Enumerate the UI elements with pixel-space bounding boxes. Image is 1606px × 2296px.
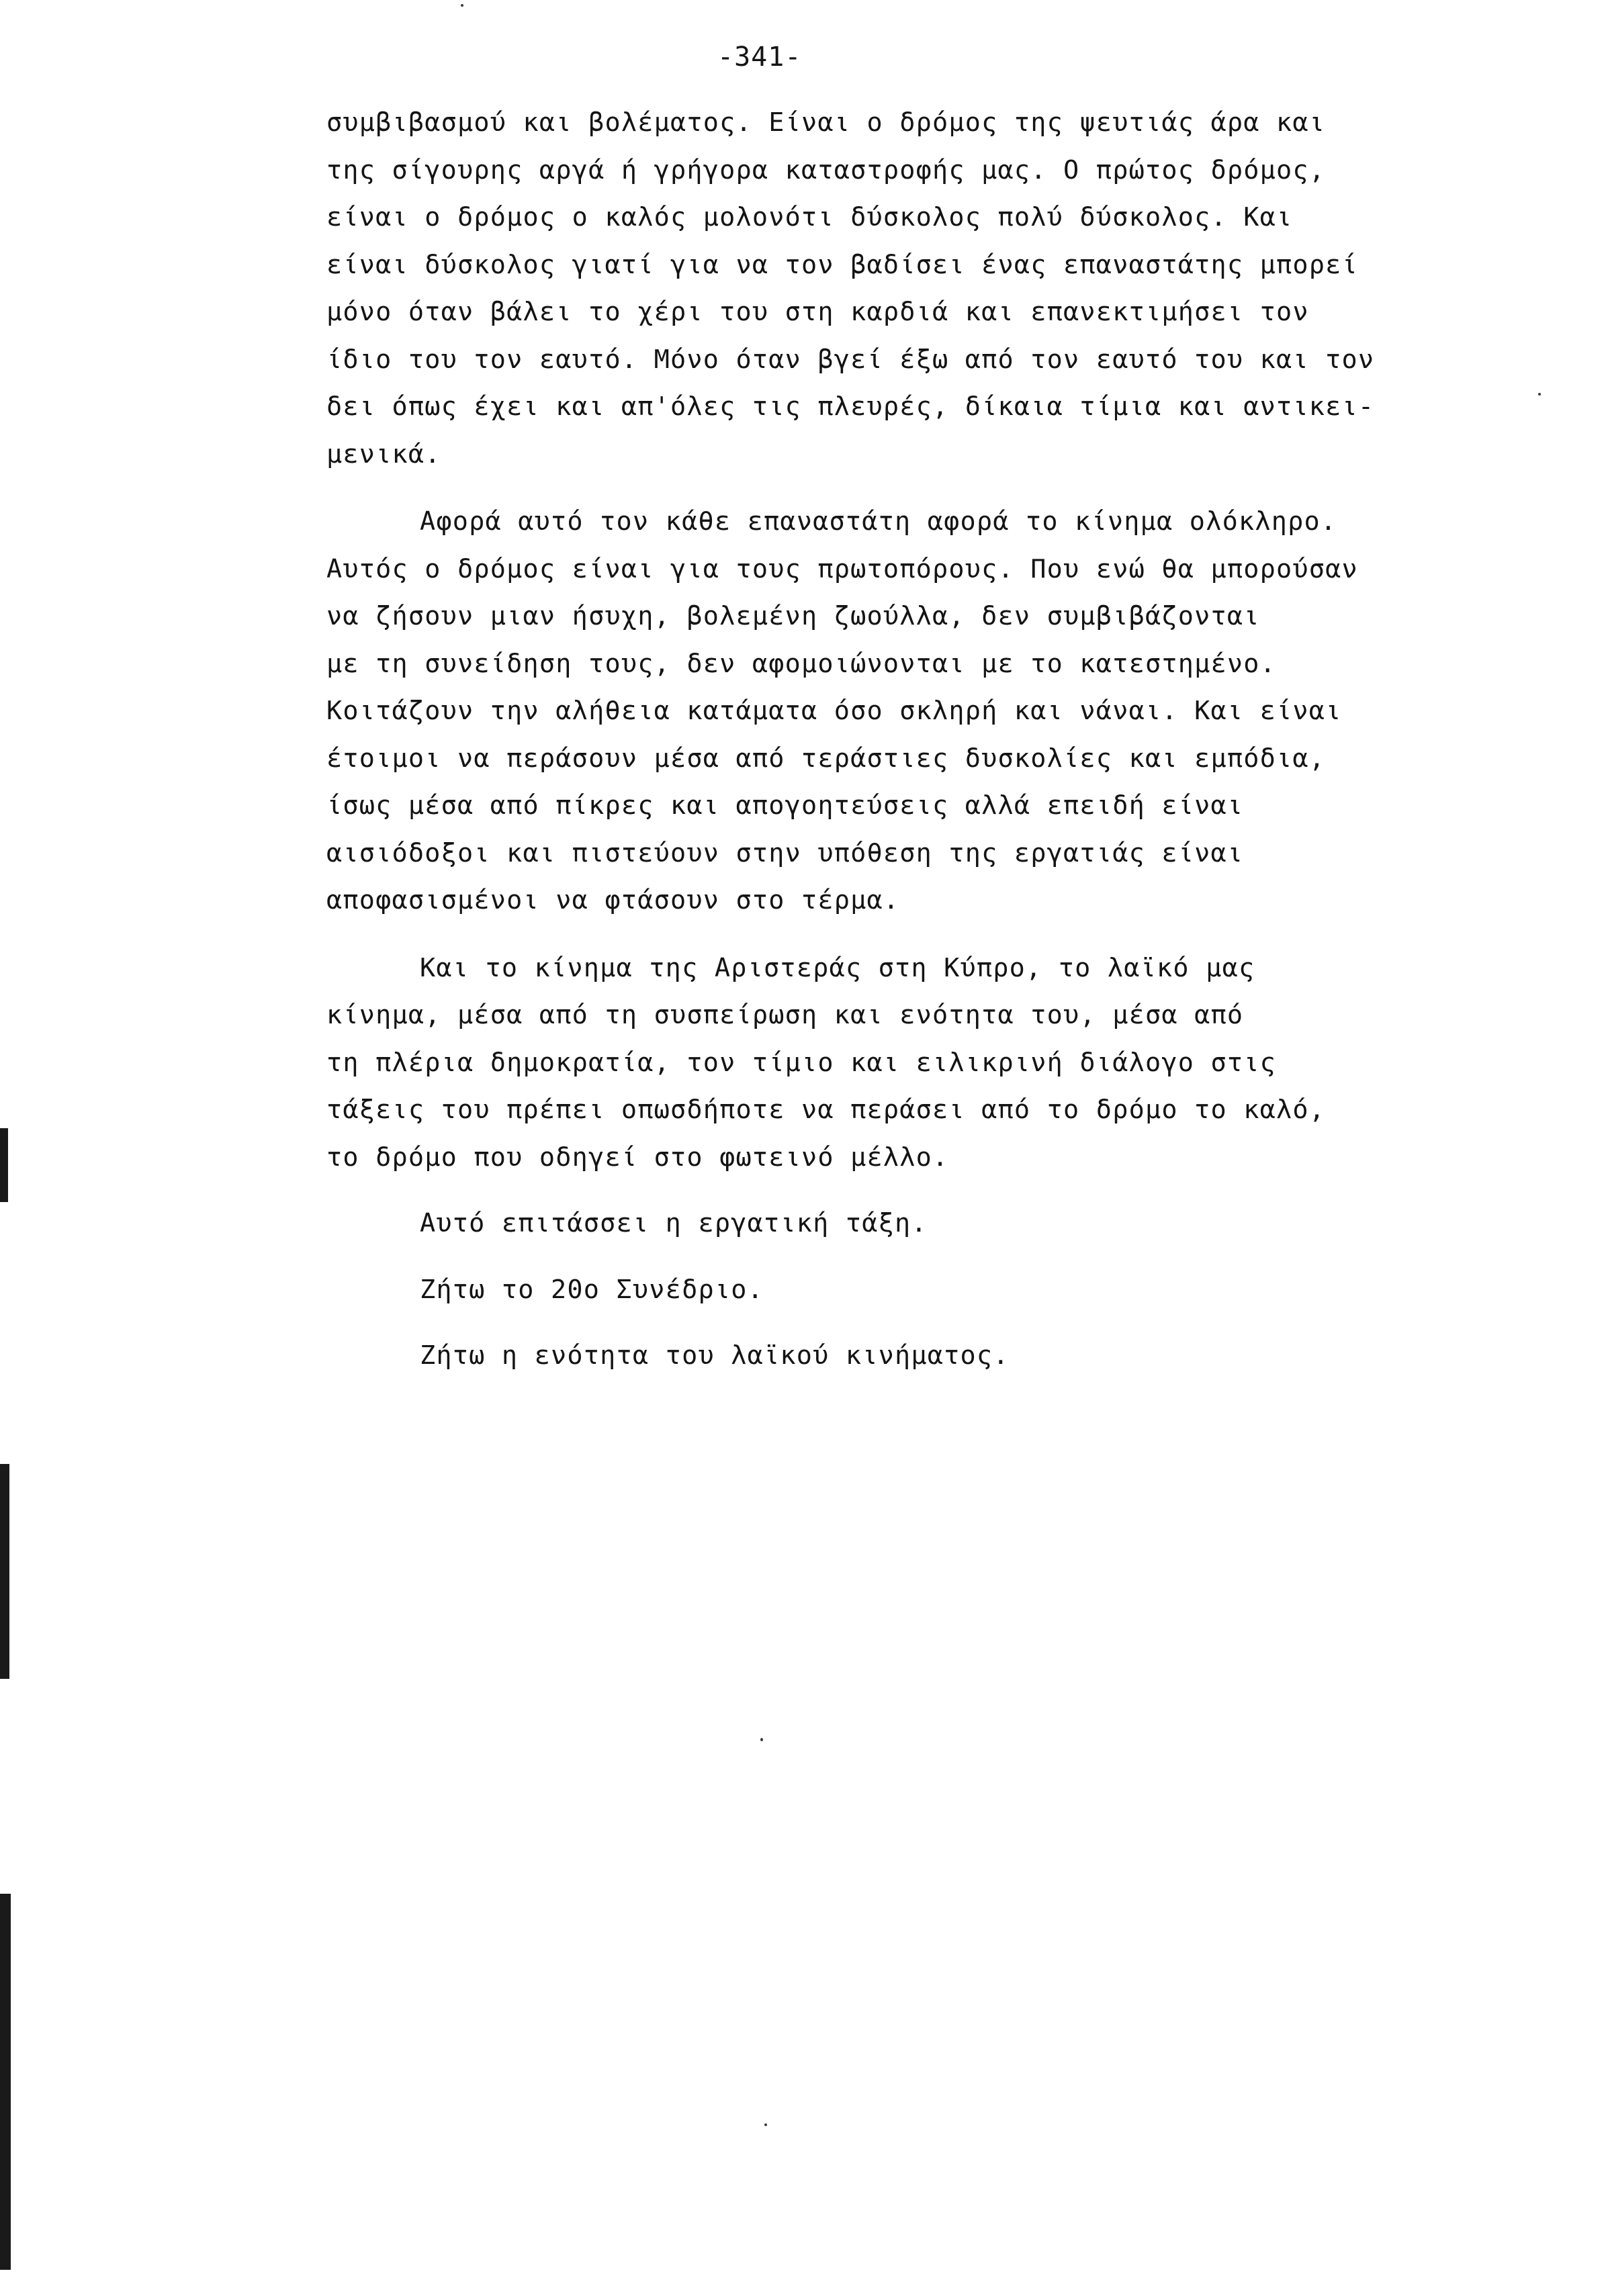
text-line: ίδιο του τον εαυτό. Μόνο όταν βγεί έξω από τον εαυτό του και τον: [326, 344, 1375, 375]
document-body: [326, 99, 1535, 1380]
text-line: Κοιτάζουν την αλήθεια κατάματα όσο σκληρή και νάναι. Και είναι: [326, 696, 1342, 726]
paragraph-gap: [326, 1248, 1535, 1267]
text-line: το δρόμο που οδηγεί στο φωτεινό μέλλο.: [326, 1142, 949, 1173]
scan-speck: [760, 1738, 763, 1741]
text-line: δει όπως έχει και απ'όλες τις πλευρές, δίκαια τίμια και αντικει-: [326, 392, 1375, 422]
text-line: Αφορά αυτό τον κάθε επαναστάτη αφορά το κίνημα ολόκληρο.: [420, 506, 1337, 537]
text-line: είναι δύσκολος γιατί για να τον βαδίσει ένας επαναστάτης μπορεί: [326, 249, 1358, 280]
paragraph-gap: [326, 925, 1535, 945]
paragraph-gap: [326, 1181, 1535, 1200]
text-line: κίνημα, μέσα από τη συσπείρωση και ενότητα του, μέσα από: [326, 1000, 1244, 1030]
scan-speck: [764, 2123, 767, 2126]
text-line: Αυτό επιτάσσει η εργατική τάξη.: [420, 1208, 928, 1238]
paragraph-5: [326, 1267, 1535, 1314]
text-line: τη πλέρια δημοκρατία, τον τίμιο και ειλικρινή διάλογο στις: [326, 1047, 1276, 1078]
text-line: Ζήτω το 20ο Συνέδριο.: [420, 1274, 764, 1305]
text-line: έτοιμοι να περάσουν μέσα από τεράστιες δυσκολίες και εμπόδια,: [326, 743, 1326, 774]
paragraph-gap: [326, 1314, 1535, 1332]
text-line: Αυτός ο δρόμος είναι για τους πρωτοπόρους. Που ενώ θα μπορούσαν: [326, 553, 1358, 584]
text-line: μόνο όταν βάλει το χέρι του στη καρδιά και επανεκτιμήσει τον: [326, 297, 1309, 327]
text-line: αποφασισμένοι να φτάσουν στο τέρμα.: [326, 885, 900, 915]
paragraph-3: [326, 945, 1535, 1182]
text-line: ίσως μέσα από πίκρες και απογοητεύσεις αλλά επειδή είναι: [326, 790, 1244, 821]
text-line: τάξεις του πρέπει οπωσδήποτε να περάσει από το δρόμο το καλό,: [326, 1095, 1326, 1125]
text-line: μενικά.: [326, 439, 441, 469]
text-line: με τη συνείδηση τους, δεν αφομοιώνονται με το κατεστημένο.: [326, 648, 1276, 679]
scan-edge-mark: [0, 1894, 11, 2270]
text-line: Ζήτω η ενότητα του λαϊκού κινήματος.: [420, 1340, 1010, 1371]
paragraph-2: [326, 498, 1535, 925]
text-line: είναι ο δρόμος ο καλός μολονότι δύσκολος πολύ δύσκολος. Και: [326, 202, 1293, 232]
scan-speck: [1538, 393, 1541, 396]
paragraph-6: [326, 1332, 1535, 1380]
text-line: της σίγουρης αργά ή γρήγορα καταστροφής μας. Ο πρώτος δρόμος,: [326, 154, 1326, 185]
scan-speck: [461, 4, 463, 7]
paragraph-gap: [326, 478, 1535, 498]
text-line: Και το κίνημα της Αριστεράς στη Κύπρο, το λαϊκό μας: [420, 952, 1255, 983]
page-number: -341-: [717, 42, 802, 73]
paragraph-1: [326, 99, 1535, 478]
text-line: να ζήσουν μιαν ήσυχη, βολεμένη ζωούλλα, δεν συμβιβάζονται: [326, 601, 1260, 631]
text-line: συμβιβασμού και βολέματος. Είναι ο δρόμος της ψευτιάς άρα και: [326, 107, 1326, 138]
scan-edge-mark: [0, 1128, 8, 1202]
scan-edge-mark: [0, 1464, 9, 1679]
paragraph-4: [326, 1200, 1535, 1248]
text-line: αισιόδοξοι και πιστεύουν στην υπόθεση της εργατιάς είναι: [326, 837, 1244, 868]
